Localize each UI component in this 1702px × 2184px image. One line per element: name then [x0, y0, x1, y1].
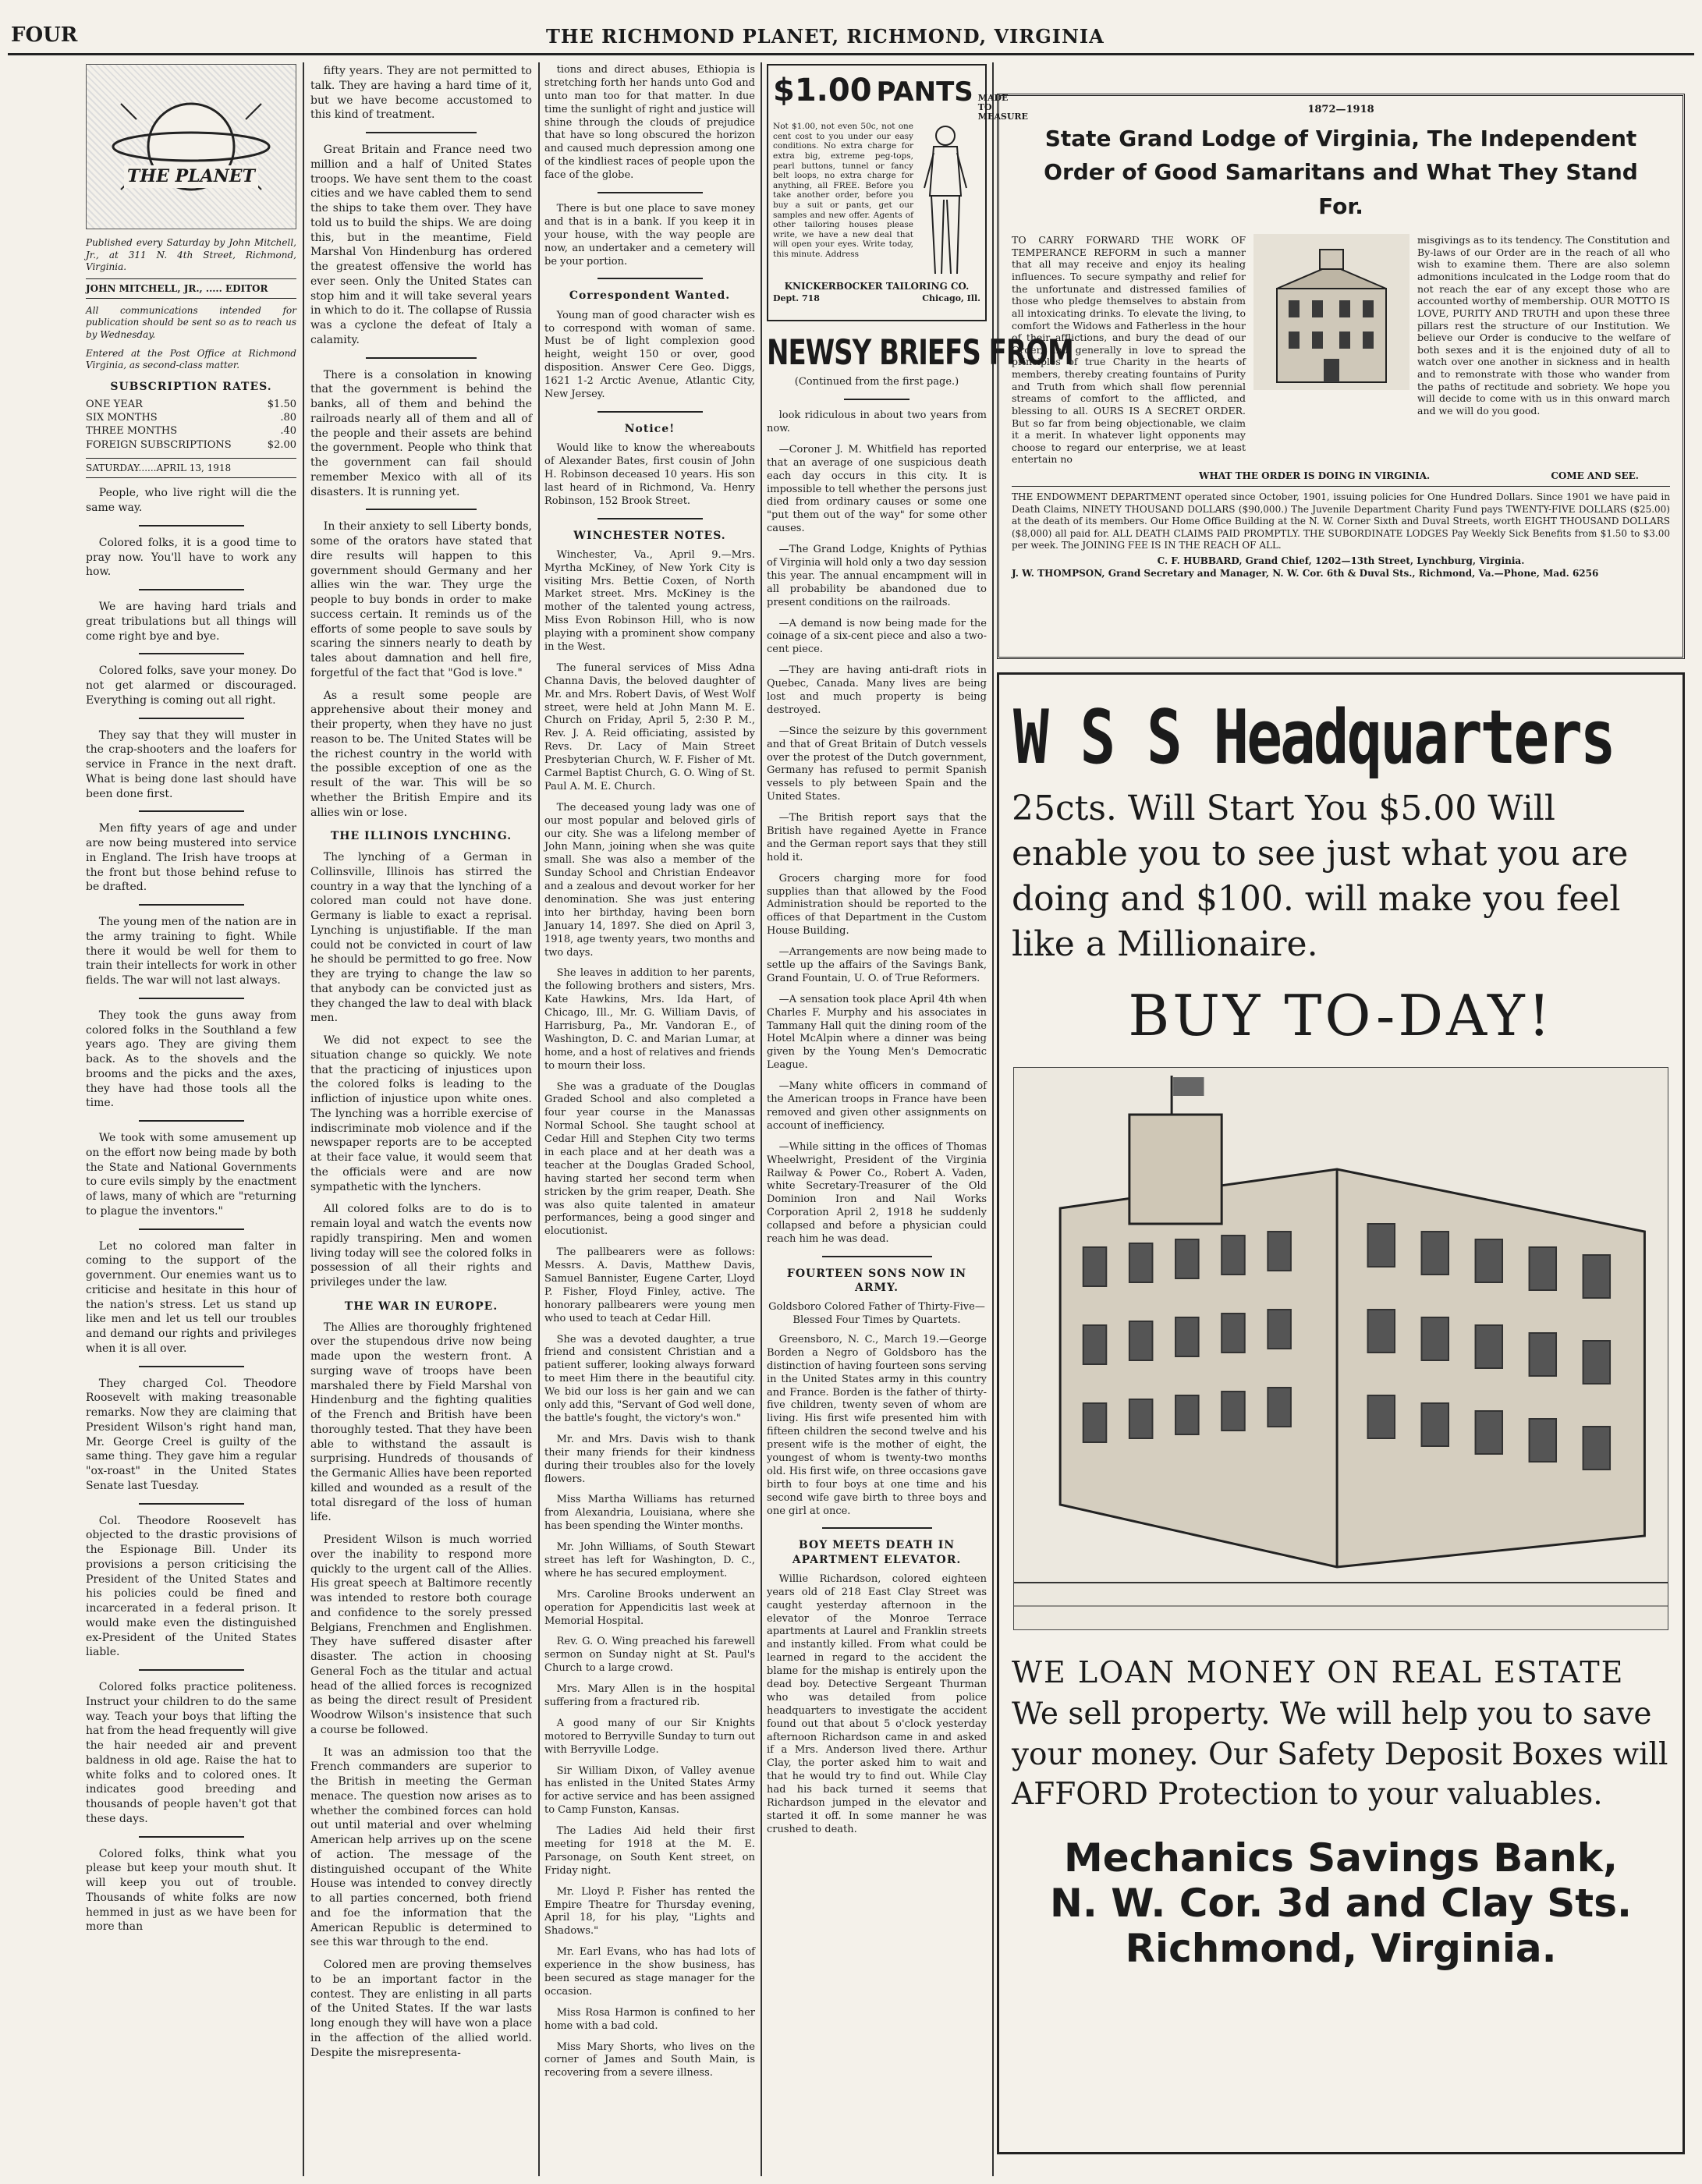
- pants-body: Not $1.00, not even 50c, not one cent cost to you under our easy conditions. No extra charge for extra big, extreme peg-tops, pearl buttons, tunnel or fancy belt loops, no extra charge for anything, all FREE. Before you take another order, before you buy a suit or pants, get our samples and new offer. Agents of other tailoring houses please write, we have a new deal that will open your eyes. Write today, this minute. Address: [773, 122, 913, 259]
- lodge-come-and-see: COME AND SEE.: [1551, 470, 1639, 482]
- lodge-signature-secretary: J. W. THOMPSON, Grand Secretary and Manager, N. W. Cor. 6th & Duval Sts., Richmond, Va.—Phone, Mad. 6256: [1012, 568, 1599, 580]
- elevator-heading: BOY MEETS DEATH IN APARTMENT ELEVATOR.: [792, 1539, 962, 1566]
- column-four: [767, 64, 1073, 2170]
- editor-line: JOHN MITCHELL, JR., ..... EDITOR: [86, 278, 296, 299]
- bank-body: We sell property. We will help you to save your money. Our Safety Deposit Boxes will AFFORD Protection to your valuables.: [1012, 1696, 1668, 1813]
- pants-city: Chicago, Ill.: [922, 292, 980, 303]
- rate-row: THREE MONTHS .40: [86, 425, 296, 438]
- article-paragraph: President Wilson is much worried over the inability to respond more quickly to the urgent call of the Allies. His great speech at Baltimore recently was intended to restore both courage and confidence to the sorely pressed Belgians, Frenchmen and Englishmen. They have suffered disaster after disaster. The action in choosing General Foch as the titular and actual head of the allied forces is recognized as being the direct result of President Woodrow Wilson's insistence that such a course be followed.: [310, 1533, 532, 1736]
- editorial-paragraph: Colored folks practice politeness. Instruct your children to do the same way. Teach your boys that lifting the hat from the head frequently will give the hair needed air and prevent baldness in old age. Raise the hat to white folks and to colored ones. It indicates good breeding and thousands of people haven't got that these days.: [86, 1681, 296, 1825]
- news-paragraph: She was a graduate of the Douglas Graded School and also completed a four year course in the Manassas Normal School. She taught school at Cedar Hill and Stephen City two terms in each place and at her death was a teacher at the Douglas Graded School, having started her second term when stricken by the grim reaper, Death. She was also quite talented in amateur performances, being a good singer and elocutionist.: [544, 1080, 755, 1238]
- rates-title: SUBSCRIPTION RATES.: [110, 380, 272, 393]
- editorial-paragraph: They charged Col. Theodore Roosevelt with making treasonable remarks. Now they are claiming that President Wilson's right hand man, Mr. George Creel is guilty of the same thing. They gave him a regular "ox-roast" in the United States Senate last Tuesday.: [86, 1377, 296, 1492]
- lodge-right-text: misgivings as to its tendency. The Constitution and By-laws of our Order are in the reach of all who wish to examine them. There are also solemn admonitions inculcated in the Lodge room that do not reach the ear of any except those who are accounted worthy of membership. OUR MOTTO IS LOVE, PURITY AND TRUTH and upon these three pillars rest the structure of our Institution. We believe our Order is conducive to the welfare of both sexes and it is the enjoined duty of all to watch over one another in sickness and in health and to remonstrate with those who wander from the paths of rectitude and sobriety. We hope you will decide to come with us in this onward march and we will do you good.: [1417, 234, 1670, 417]
- editorial-paragraph: Col. Theodore Roosevelt has objected to the drastic provisions of the Espionage Bill. Under its provisions a person criticising the President of the United States and his policies could be fined and incarcerated in a federal prison. It would make even the distinguished ex-President of the United States liable.: [86, 1514, 296, 1659]
- fourteen-sons-subheading: Goldsboro Colored Father of Thirty-Five—Blessed Four Times by Quartets.: [768, 1301, 985, 1327]
- news-paragraph: She leaves in addition to her parents, the following brothers and sisters, Mrs. Kate Hawkins, Mrs. Ida Hart, of Chicago, Ill., Mr. G. William Davis, of Harrisburg, Pa., Mr. Vandoran E., of Washington, D. C. and Marian Lumar, at home, and a host of relatives and friends to mourn their loss.: [544, 967, 755, 1072]
- newspaper-title: THE RICHMOND PLANET, RICHMOND, VIRGINIA: [546, 25, 1105, 48]
- article-paragraph: Greensboro, N. C., March 19.—George Borden a Negro of Goldsboro has the distinction of having fourteen sons serving in the United States army in this country and France. Borden is the father of thirty-five children, twenty seven of whom are living. His first wife presented him with fifteen children the second twelve and his present wife is the mother of eight, the youngest of whom is twenty-two months old. His first wife, on three occasions gave birth to four boys at one time and his second wife gave birth to three boys and one girl at once.: [767, 1334, 987, 1517]
- rate-row: SIX MONTHS .80: [86, 411, 296, 424]
- article-paragraph: It was an admission too that the French commanders are superior to the British in meeting the German menace. The question now arises as to whether the combined forces can hold out until material and over whelming American help arrives up on the scene of action. The message of the distinguished occupant of the White House was intended to convey directly to all parties concerned, both friend and foe the information that the American Republic is determined to see this war through to the end.: [310, 1746, 532, 1949]
- brief-item: —Many white officers in command of the American troops in France have been removed and given other assignments on account of inefficiency.: [767, 1080, 987, 1132]
- lodge-advertisement: [997, 94, 1685, 659]
- brief-item: —While sitting in the offices of Thomas Wheelwright, President of the Virginia Railway & Power Co., Robert A. Vaden, white Secretary-Treasurer of the Old Dominion Iron and Nail Works Corporation April 2, 1918 he suddenly collapsed and before a physician could reach him he was dead.: [767, 1140, 987, 1245]
- news-paragraph: Mr. and Mrs. Davis wish to thank their many friends for their kindness during their troubles also for the lovely flowers.: [544, 1433, 755, 1485]
- lodge-endowment: THE ENDOWMENT DEPARTMENT operated since October, 1901, issuing policies for One Hundred Dollars. Since 1901 we have paid in Death Claims, NINETY THOUSAND DOLLARS ($90,000.) The Juvenile Department Charity Fund pays TWENTY-FIVE DOLLARS ($25.00) at the death of its members. Our Home Office Building at the N. W. Corner Sixth and Duval Streets, worth EIGHT THOUSAND DOLLARS ($8,000) all paid for. ALL DEATH CLAIMS PAID PROMPTLY. THE SUBORDINATE LODGES Pay Weekly Sick Benefits from $1.50 to $3.00 per week. The JOINING FEE IS IN THE REACH OF ALL.: [1012, 486, 1670, 552]
- column-two: [310, 64, 532, 2170]
- editorial-paragraph: There is a consolation in knowing that the government is behind the banks, all of them and behind the railroads nearly all of them and all of the people and their assets are behind the government. People who think that the government can fail should remember Mexico with all of its disasters. It is running yet.: [310, 368, 532, 498]
- brief-item: look ridiculous in about two years from now.: [767, 410, 987, 434]
- editorial-paragraph: The young men of the nation are in the army training to fight. While there it would be well for them to train their intellects for work in other fields. The war will not last always.: [86, 916, 296, 987]
- editorial-paragraph: Colored folks, save your money. Do not get alarmed or discouraged. Everything is coming out all right.: [86, 665, 296, 707]
- brief-item: —A demand is now being made for the coinage of a six-cent piece and also a two-cent piece.: [767, 617, 987, 656]
- article-paragraph: Colored men are proving themselves to be an important factor in the contest. They are enlisting in all parts of the United States. If the war lasts long enough they will have won a place in the affection of the allied world. Despite the misrepresenta-: [310, 1959, 532, 2059]
- editorial-paragraph: As a result some people are apprehensive about their money and their property, when they have no just reason to be. The United States will be the richest country in the world with the possible exception of one as the result of the war. This will be so whether the British Empire and its allies win or lose.: [310, 689, 532, 819]
- lodge-left-text: TO CARRY FORWARD THE WORK OF TEMPERANCE REFORM in such a manner that all may receive and enjoy its healing influences. To secure sympathy and relief for the unfortunate and distressed families of those who pledge themselves to abstain from all intoxicating drinks. To elevate the living, to comfort the Widows and Fatherless in the hour of their afflictions, and bury the dead of our Order, and generally in love to spread the principles of true Charity in the hearts of members, thereby creating fountains of Purity and Truth from which shall flow perennial streams of comfort to the afflicted, and blessing to all. OURS IS A SECRET ORDER. But so far from being objectionable, we claim it a merit. In whatever light opponents may choose to regard our enterprise, we at least entertain no: [1012, 234, 1246, 466]
- brief-item: —The Grand Lodge, Knights of Pythias of Virginia will hold only a two day session this year. The annual encampment will in all probability be abandoned due to present conditions on the railroads.: [767, 544, 987, 608]
- lodge-building-icon: [1253, 234, 1409, 390]
- editorial-paragraph: We took with some amusement up on the effort now being made by both the State and National Governments to cure evils simply by the enactment of laws, many of which are "returning to plague the inventors.": [86, 1132, 296, 1218]
- news-paragraph: A good many of our Sir Knights motored to Berryville Sunday to turn out with Berryville Lodge.: [544, 1717, 755, 1756]
- news-paragraph: Miss Rosa Harmon is confined to her home with a bad cold.: [544, 2006, 755, 2032]
- rate-row: ONE YEAR $1.50: [86, 398, 296, 410]
- news-paragraph: Mrs. Mary Allen is in the hospital suffering from a fractured rib.: [544, 1683, 755, 1708]
- article-paragraph: Willie Richardson, colored eighteen years old of 218 East Clay Street was caught yesterday afternoon in the elevator of the Monroe Terrace apartments at Laurel and Franklin streets and instantly killed. From what could be learned in regard to the accident the blame for the mishap is entirely upon the dead boy. Detective Sergeant Thurman who was detailed from police headquarters to investigate the accident found out that about 5 o'clock yesterday afternoon Richardson came in and asked if a Mrs. Anderson lived there. Arthur Clay, the porter asked him to wait and that he would try to find out. While Clay had his back turned it seems that Richardson jumped in the elevator and started it off. In some manner he was crushed to death.: [767, 1572, 987, 1835]
- lodge-years: 1872—1918: [1307, 104, 1374, 115]
- news-paragraph: Miss Martha Williams has returned from Alexandria, Louisiana, where she has been spending the Winter months.: [544, 1494, 755, 1533]
- brief-item: —Since the seizure by this government and that of Great Britain of Dutch vessels over the protest of the Dutch government, Germany has refused to permit Spanish vessels to ply between Spain and the United States.: [767, 725, 987, 803]
- editorial-paragraph: They took the guns away from colored folks in the Southland a few years ago. They are giving them back. As to the shovels and the brooms and the picks and the axes, they have had those tools all the time.: [86, 1009, 296, 1110]
- brief-item: —The British report says that the British have regained Ayette in France and the German report says that they still hold it.: [767, 812, 987, 863]
- loan-heading: WE LOAN MONEY ON REAL ESTATE: [1012, 1655, 1625, 1690]
- issue-date: SATURDAY......APRIL 13, 1918: [86, 458, 296, 478]
- pants-price: $1.00: [773, 73, 872, 108]
- bank-building-illustration: [1013, 1067, 1668, 1630]
- illinois-lynching-heading: THE ILLINOIS LYNCHING.: [330, 830, 512, 843]
- editorial-paragraph: Let no colored man falter in coming to the support of the government. Our enemies want us to criticise and hesitate in this hour of the nation's stress. Let us stand up like men and let us tell our troubles and demand our rights and privileges when it is all over.: [86, 1239, 296, 1355]
- bank-building-icon: [1014, 1068, 1668, 1629]
- news-paragraph: The funeral services of Miss Adna Channa Davis, the beloved daughter of Mr. and Mrs. Robert Davis, of West Wolf street, were held at John Mann M. E. Church on Friday, April 5, 2:30 P. M., Rev. J. A. Reid officiating, assisted by Revs. Dr. Lacy of Main Street Presbyterian Church, W. F. Fisher of Mt. Carmel Baptist Church, G. O. Wing of St. Paul A. M. E. Church.: [544, 661, 755, 792]
- column-rule: [992, 62, 994, 2176]
- news-paragraph: Miss Mary Shorts, who lives on the corner of James and South Main, is recovering from a severe illness.: [544, 2040, 755, 2079]
- lodge-signature-chief: C. F. HUBBARD, Grand Chief, 1202—13th Street, Lynchburg, Virginia.: [1157, 555, 1525, 567]
- brief-item: —Coroner J. M. Whitfield has reported that an average of one suspicious death each day occurs in this city. It is impossible to tell whether the persons just died from ordinary causes or some one "put them out of the way" for some other causes.: [767, 443, 987, 535]
- column-three: [544, 64, 755, 2170]
- classified-paragraph: Would like to know the whereabouts of Alexander Bates, first cousin of John H. Robinson deceased 10 years. His son last heard of in Richmond, Va. Henry Robinson, 152 Brook Street.: [544, 442, 755, 507]
- classified-paragraph: Young man of good character wish es to correspond with woman of same. Must be of light complexion good height, weight 150 or over, good disposition. Answer Cere Geo. Diggs, 1621 1-2 Arctic Avenue, Atlantic City, New Jersey.: [544, 309, 755, 400]
- brief-item: —Arrangements are now being made to settle up the affairs of the Savings Bank, Grand Fountain, U. O. of True Reformers.: [767, 946, 987, 984]
- column-rule: [303, 62, 304, 2176]
- editorial-paragraph: Great Britain and France need two million and a half of United States troops. We have sent them to the coast cities and we have cabled them to send the ships to take them over. They have told us to build the ships. We are doing this, but in the meantime, Field Marshal Von Hindenburg has ordered the greatest offensive the world has ever seen. Only the United States can stop him and it will take several years in which to do it. The collapse of Russia was a cyclone the defeat of Italy a calamity.: [310, 144, 532, 346]
- editorial-paragraph: We are having hard trials and great tribulations but all things will come right bye and bye.: [86, 601, 296, 643]
- brief-item: Grocers charging more for food supplies than that allowed by the Food Administration should be reported to the offices of that Department in the Custom House Building.: [767, 872, 987, 938]
- news-paragraph: Mrs. Caroline Brooks underwent an operation for Appendicitis last week at Memorial Hospital.: [544, 1588, 755, 1627]
- editorial-paragraph: There is but one place to save money and that is in a bank. If you keep it in your house, with the way people are now, an undertaker and a cemetery will be your portion.: [544, 203, 755, 268]
- notice-heading: Notice!: [624, 422, 675, 435]
- bank-city: Richmond, Virginia.: [1125, 1925, 1557, 1971]
- editorial-paragraph: People, who live right will die the same way.: [86, 487, 296, 515]
- pants-made-to: MADE TO MEASURE: [977, 93, 1028, 122]
- bank-name: Mechanics Savings Bank,: [1064, 1835, 1618, 1881]
- newsy-briefs-continued: (Continued from the first page.): [794, 376, 959, 388]
- brief-item: —They are having anti-draft riots in Quebec, Canada. Many lives are being lost and much property is being destroyed.: [767, 665, 987, 716]
- rates-table: [86, 398, 296, 452]
- brief-item: —A sensation took place April 4th when Charles F. Murphy and his associates in Tammany Hall quit the dining room of the Hotel McAlpin where a dinner was being given by the Young Men's Democratic League.: [767, 993, 987, 1072]
- news-paragraph: She was a devoted daughter, a true friend and consistent Christian and a patient sufferer, looking always forward to meet Him there in the beautiful city. We bid our loss is her gain and we can only add this, "Servant of God well done, the battle's fought, the victory's won.": [544, 1333, 755, 1424]
- header-rule: [8, 53, 1694, 55]
- correspondent-heading: Correspondent Wanted.: [569, 289, 731, 303]
- editorial-paragraph: Colored folks, it is a good time to pray now. You'll have to work any how.: [86, 536, 296, 579]
- masthead-logo-text: THE PLANET: [124, 165, 258, 188]
- pants-dept: Dept. 718: [773, 292, 820, 303]
- newsy-briefs-title: NEWSY BRIEFS FROM: [767, 332, 1073, 374]
- buy-today: BUY TO-DAY!: [1128, 983, 1554, 1049]
- wss-headline: W S S Headquarters: [1013, 693, 1614, 781]
- editorial-paragraph: fifty years. They are not permitted to talk. They are having a hard time of it, but we have become accustomed to this kind of treatment.: [310, 65, 532, 122]
- rate-row: FOREIGN SUBSCRIPTIONS $2.00: [86, 438, 296, 451]
- column-rule: [538, 62, 540, 2176]
- column-rule: [761, 62, 762, 2176]
- news-paragraph: Mr. Earl Evans, who has had lots of experience in the show business, has been secured as stage manager for the occasion.: [544, 1946, 755, 1998]
- news-paragraph: Winchester, Va., April 9.—Mrs. Myrtha McKiney, of New York City is visiting Mrs. Bettie Coxen, of North Market street. Mrs. McKiney is the mother of the talented young actress, Miss Evon Robinson Hill, who is now playing with a prominent show company in the West.: [544, 548, 755, 653]
- news-paragraph: Mr. John Williams, of South Stewart street has left for Washington, D. C., where he has secured employment.: [544, 1541, 755, 1580]
- wss-pitch: 25cts. Will Start You $5.00 Will enable you to see just what you are doing and $100. will make you feel like a Millionaire.: [1012, 789, 1629, 965]
- communications-notice: All communications intended for publication should be sent so as to reach us by Wednesday.: [86, 304, 296, 341]
- editorial-paragraph: Colored folks, think what you please but keep your mouth shut. It will keep you out of trouble. Thousands of white folks are now hemmed in just as we have been for more than: [86, 1847, 296, 1934]
- news-paragraph: Rev. G. O. Wing preached his farewell sermon on Sunday night at St. Paul's Church to a large crowd.: [544, 1636, 755, 1675]
- editorial-paragraph: They say that they will muster in the crap-shooters and the loafers for service in France in the next draft. What is being done last should have been done first.: [86, 729, 296, 800]
- column-editorial: [86, 64, 296, 2170]
- news-paragraph: Sir William Dixon, of Valley avenue has enlisted in the United States Army for active service and has been assigned to Camp Funston, Kansas.: [544, 1764, 755, 1817]
- news-paragraph: The pallbearers were as follows: Messrs. A. Davis, Matthew Davis, Samuel Bannister, Eugene Carter, Lloyd P. Fisher, Floyd Finley, active. The honorary pallbearers were young men who used to teach at Cedar Hill.: [544, 1246, 755, 1324]
- news-paragraph: The deceased young lady was one of our most popular and beloved girls of our city. She was a lifelong member of John Mann, joining when she was quite small. She was also a member of the Sunday School and Christian Endeavor and a zealous and devout worker for her denomination. She was just entering into her birthday, having been born January 14, 1897. She died on April 3, 1918, age twenty years, two months and two days.: [544, 801, 755, 959]
- masthead-logo: [86, 64, 296, 229]
- article-paragraph: The lynching of a German in Collinsville, Illinois has stirred the country in a way that the lynching of a colored man could not have done. Germany is liable to exact a reprisal. Lynching is unjustifiable. If the man could not be convicted in court of law he should be permitted to go free. Now they are trying to change the law so that anybody can be convicted just as they changed the law to deal with black men.: [310, 851, 532, 1025]
- lodge-caption: WHAT THE ORDER IS DOING IN VIRGINIA.: [1199, 470, 1431, 482]
- bank-address: N. W. Cor. 3d and Clay Sts.: [1050, 1880, 1632, 1926]
- pants-advertisement: [767, 64, 1028, 321]
- editorial-paragraph: tions and direct abuses, Ethiopia is stretching forth her hands unto God and unto man too for that matter. In due time the sunlight of right and justice will shine through the clouds of prejudice that have so long obscured the horizon and caused much depression among one of the kindliest races of people upon the face of the globe.: [544, 64, 755, 182]
- news-paragraph: The Ladies Aid held their first meeting for 1918 at the M. E. Parsonage, on South Kent street, on Friday night.: [544, 1825, 755, 1877]
- pants-company: KNICKERBOCKER TAILORING CO.: [784, 281, 970, 292]
- winchester-heading: WINCHESTER NOTES.: [573, 529, 726, 542]
- article-paragraph: All colored folks are to do is to remain loyal and watch the events now rapidly transpiring. Men and women living today will see the colored folks in possession of all their rights and privileges under the law.: [310, 1203, 532, 1289]
- pants-headline: PANTS: [876, 76, 973, 108]
- page-number: FOUR: [11, 23, 78, 47]
- news-paragraph: Mr. Lloyd P. Fisher has rented the Empire Theatre for Thursday evening, April 18, for his play, "Lights and Shadows.": [544, 1885, 755, 1938]
- fourteen-sons-heading: FOURTEEN SONS NOW IN ARMY.: [786, 1267, 967, 1295]
- war-in-europe-heading: THE WAR IN EUROPE.: [344, 1299, 498, 1313]
- article-paragraph: The Allies are thoroughly frightened over the stupendous drive now being made upon the western front. A surging wave of troops have been marshaled there by Field Marshal von Hindenburg and the fighting qualities of the French and British have been thoroughly tested. That they have been able to withstand the assault is surprising. Hundreds of thousands of the Germanic Allies have been reported killed and wounded as a result of the total disregard of the loss of human life.: [310, 1321, 532, 1524]
- article-paragraph: We did not expect to see the situation change so quickly. We note that the practicing of injustices upon the colored folks is leading to the infliction of injustice upon white ones. The lynching was a horrible exercise of indiscriminate mob violence and if the newspaper reports are to be accepted at their face value, it would seem that the officials were and are now sympathetic with the lynchers.: [310, 1034, 532, 1193]
- published-notice: Published every Saturday by John Mitchell, Jr., at 311 N. 4th Street, Richmond, Virginia.: [86, 237, 296, 273]
- man-in-pants-icon: [918, 122, 973, 278]
- editorial-paragraph: Men fifty years of age and under are now being mustered into service in England. The Irish have troops at the front but those behind refuse to be drafted.: [86, 822, 296, 894]
- lodge-title: State Grand Lodge of Virginia, The Independent Order of Good Samaritans and What They Stand For.: [1044, 126, 1638, 219]
- entered-notice: Entered at the Post Office at Richmond Virginia, as second-class matter.: [86, 347, 296, 371]
- bank-advertisement: [997, 672, 1685, 2154]
- editorial-paragraph: In their anxiety to sell Liberty bonds, some of the orators have stated that dire results will happen to this government should Germany and her allies win the war. They urge the people to buy bonds in order to make success certain. It reminds us of the efforts of some people to save souls by scaring the sinners nearly to death by tales about damnation and hell fire, forgetful of the fact that "God is love.": [310, 520, 532, 679]
